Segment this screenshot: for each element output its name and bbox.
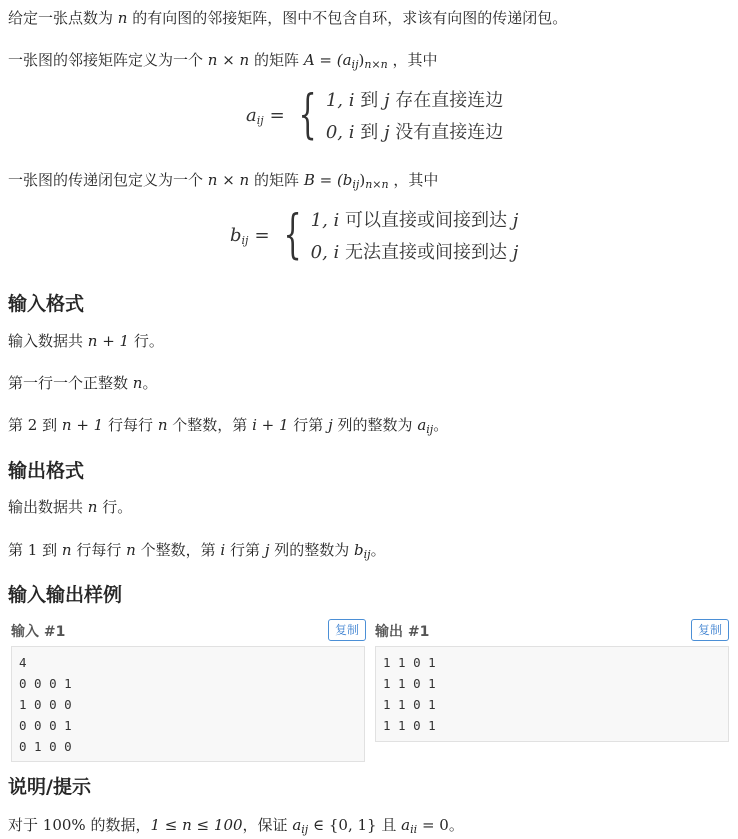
math: j <box>328 416 333 434</box>
text: 行。 <box>102 498 133 516</box>
math: = 0 <box>421 816 449 834</box>
input-format-heading: 输入格式 <box>8 293 85 315</box>
math: ∈ {0, 1} <box>313 816 377 834</box>
text: 第一行一个正整数 <box>8 374 129 392</box>
text: ，其中 <box>393 171 439 189</box>
math: n + 1 <box>87 332 130 350</box>
text: 无法直接或间接到达 <box>339 242 513 263</box>
math-matrix-a: A = (a <box>303 51 352 69</box>
math-sub: ij <box>426 423 434 436</box>
case-1 <box>326 86 503 112</box>
text: 的矩阵 <box>254 51 300 69</box>
math-b: b <box>230 224 242 246</box>
hint-line <box>8 815 464 835</box>
math: j <box>264 541 270 559</box>
math-a: a <box>246 104 257 126</box>
math: n <box>87 498 98 516</box>
case-1 <box>311 206 519 232</box>
math: 1, i <box>325 90 355 111</box>
text: 。 <box>433 416 449 434</box>
samples-heading: 输入输出样例 <box>8 584 123 606</box>
math: n <box>132 374 143 392</box>
text: 。 <box>448 816 464 834</box>
math: i <box>220 541 226 559</box>
math: 2 <box>27 416 38 434</box>
sample-input-code[interactable] <box>11 646 365 762</box>
code-line: 1 0 0 0 <box>19 697 72 712</box>
math-sub: ij <box>351 58 359 71</box>
text: 且 <box>381 816 397 834</box>
text: 行。 <box>133 332 164 350</box>
math: n <box>126 541 136 559</box>
math: n + 1 <box>61 416 104 434</box>
math: j <box>383 122 390 143</box>
code-line: 1 1 0 1 <box>383 655 436 670</box>
math-sub: n×n <box>365 178 389 191</box>
math: 1 <box>27 541 38 559</box>
math: 0, i <box>310 242 340 263</box>
math-n: n <box>117 9 128 27</box>
case-2 <box>326 118 503 144</box>
math: j <box>512 210 519 231</box>
text: 到 <box>42 541 58 559</box>
code-line: 4 <box>19 655 27 670</box>
text: 。 <box>142 374 158 392</box>
math-sub: ij <box>241 233 249 247</box>
math-dim: n × n <box>207 51 250 69</box>
text: 行第 <box>293 416 324 434</box>
math-dim: n × n <box>207 171 250 189</box>
text: 一张图的传递闭包定义为一个 <box>8 171 204 189</box>
math: j <box>512 242 519 263</box>
math-paren: ) <box>359 171 366 189</box>
text: 行每行 <box>108 416 154 434</box>
text: 没有直接连边 <box>389 122 504 143</box>
sample-input-title: 输入 #1 <box>11 624 66 640</box>
math-matrix-b: B = (b <box>303 171 353 189</box>
text: 对于 <box>8 816 39 834</box>
input-line-3 <box>8 415 448 435</box>
brace-icon: { <box>298 85 317 145</box>
math: 1 ≤ n ≤ 100 <box>150 816 243 834</box>
input-line-1 <box>8 331 164 351</box>
math: n <box>61 541 72 559</box>
math-sub: ij <box>352 178 360 191</box>
math-sub: ii <box>410 823 418 836</box>
math: a <box>401 816 411 834</box>
text: 个整数，第 <box>172 416 248 434</box>
text: 行第 <box>230 541 261 559</box>
text: 一张图的邻接矩阵定义为一个 <box>8 51 204 69</box>
text: 的有向图的邻接矩阵，图中不包含自环，求该有向图的传递闭包。 <box>132 9 568 27</box>
math: b <box>354 541 364 559</box>
text: 到 <box>42 416 58 434</box>
code-line: 1 1 0 1 <box>383 676 436 691</box>
code-line: 0 0 0 1 <box>19 676 72 691</box>
math-equals: = <box>269 104 285 126</box>
code-line: 0 0 0 1 <box>19 718 72 733</box>
math: a <box>417 416 427 434</box>
intro-paragraph-1 <box>8 8 567 28</box>
math-sub: ij <box>363 548 371 561</box>
text: 到 <box>354 90 384 111</box>
text: 输出数据共 <box>8 498 84 516</box>
text: 的数据， <box>90 816 151 834</box>
text: 第 <box>8 541 24 559</box>
text: 。 <box>370 541 386 559</box>
text: ，其中 <box>392 51 438 69</box>
text: 存在直接连边 <box>389 90 504 111</box>
text: 列的整数为 <box>274 541 350 559</box>
sample-output-title: 输出 #1 <box>375 624 430 640</box>
output-format-heading: 输出格式 <box>8 460 85 482</box>
formula-adjacency <box>246 86 503 144</box>
output-line-2 <box>8 540 386 560</box>
text: 可以直接或间接到达 <box>339 210 513 231</box>
intro-paragraph-2 <box>8 50 438 70</box>
copy-input-button[interactable]: 复制 <box>328 619 366 641</box>
code-line: 1 1 0 1 <box>383 697 436 712</box>
math-sub: ij <box>256 113 264 127</box>
math-paren: ) <box>358 51 365 69</box>
sample-output-code[interactable] <box>375 646 729 742</box>
math: 100% <box>42 816 86 834</box>
math: i + 1 <box>252 416 289 434</box>
intro-paragraph-3 <box>8 170 438 190</box>
cases <box>326 86 503 144</box>
math-equals: = <box>254 224 270 246</box>
cases <box>311 206 519 264</box>
math: 1, i <box>310 210 340 231</box>
input-line-2 <box>8 373 157 393</box>
math-sub: n×n <box>364 58 388 71</box>
text: 第 <box>8 416 24 434</box>
text: 输入数据共 <box>8 332 84 350</box>
code-line: 0 1 0 0 <box>19 739 72 754</box>
case-2 <box>311 238 519 264</box>
code-line: 1 1 0 1 <box>383 718 436 733</box>
text: 个整数，第 <box>140 541 216 559</box>
text: 给定一张点数为 <box>8 9 114 27</box>
math: j <box>383 90 390 111</box>
text: 的矩阵 <box>254 171 300 189</box>
text: 行每行 <box>76 541 122 559</box>
text: ，保证 <box>242 816 288 834</box>
text: 列的整数为 <box>337 416 413 434</box>
hint-heading: 说明/提示 <box>8 776 91 798</box>
copy-output-button[interactable]: 复制 <box>691 619 729 641</box>
math-sub: ij <box>301 823 309 836</box>
brace-icon: { <box>283 205 302 265</box>
math: a <box>292 816 302 834</box>
output-line-1 <box>8 497 132 517</box>
math: 0, i <box>325 122 355 143</box>
formula-closure <box>230 206 518 264</box>
math: n <box>157 416 168 434</box>
text: 到 <box>354 122 384 143</box>
